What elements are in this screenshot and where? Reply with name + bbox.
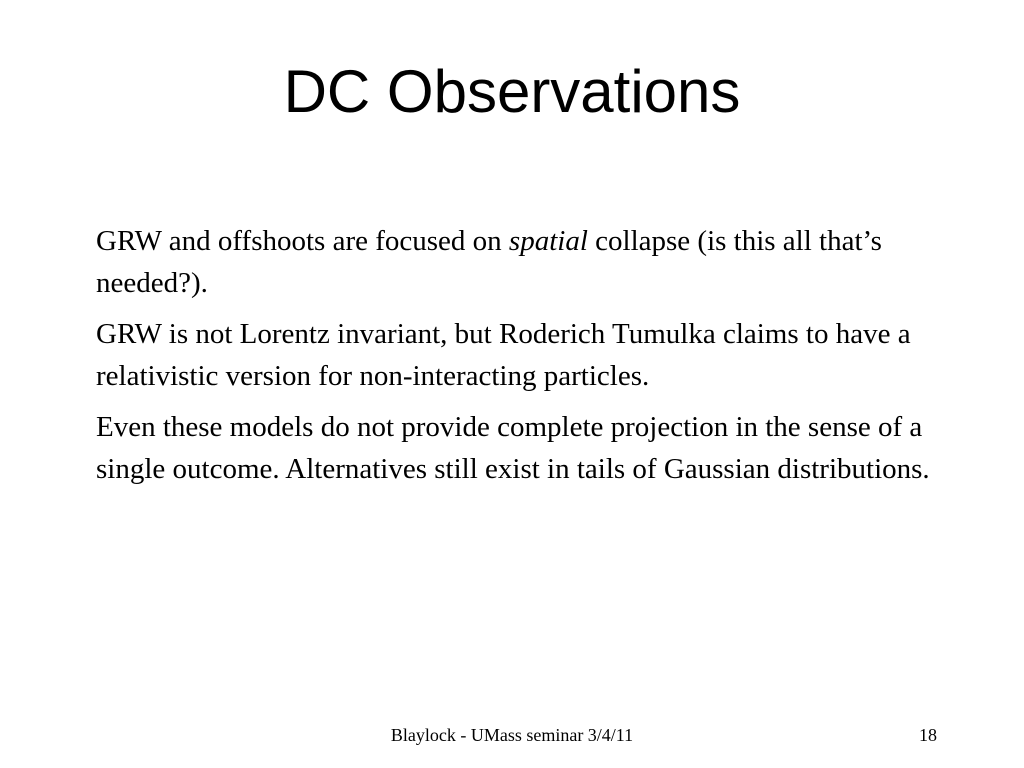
paragraph-1-end: collapse (is this all that’s needed?). <box>96 225 882 299</box>
slide-body <box>96 220 956 499</box>
paragraph-lorentz: GRW is not Lorentz invariant, but Roderich Tumulka claims to have a relativistic version for non-interacting particles. <box>96 318 911 392</box>
paragraph-spatial-collapse <box>96 220 956 304</box>
emphasis-spatial: spatial <box>508 225 588 257</box>
slide-footer: Blaylock - UMass seminar 3/4/11 <box>390 725 634 745</box>
slide-title: DC Observations <box>283 58 741 125</box>
page-number: 18 <box>919 725 937 745</box>
paragraph-1-start: GRW and offshoots are focused on <box>96 225 509 257</box>
paragraph-projection: Even these models do not provide complete projection in the sense of a single outcome. Alternatives still exist in tails of Gaussian distributions. <box>96 411 930 485</box>
